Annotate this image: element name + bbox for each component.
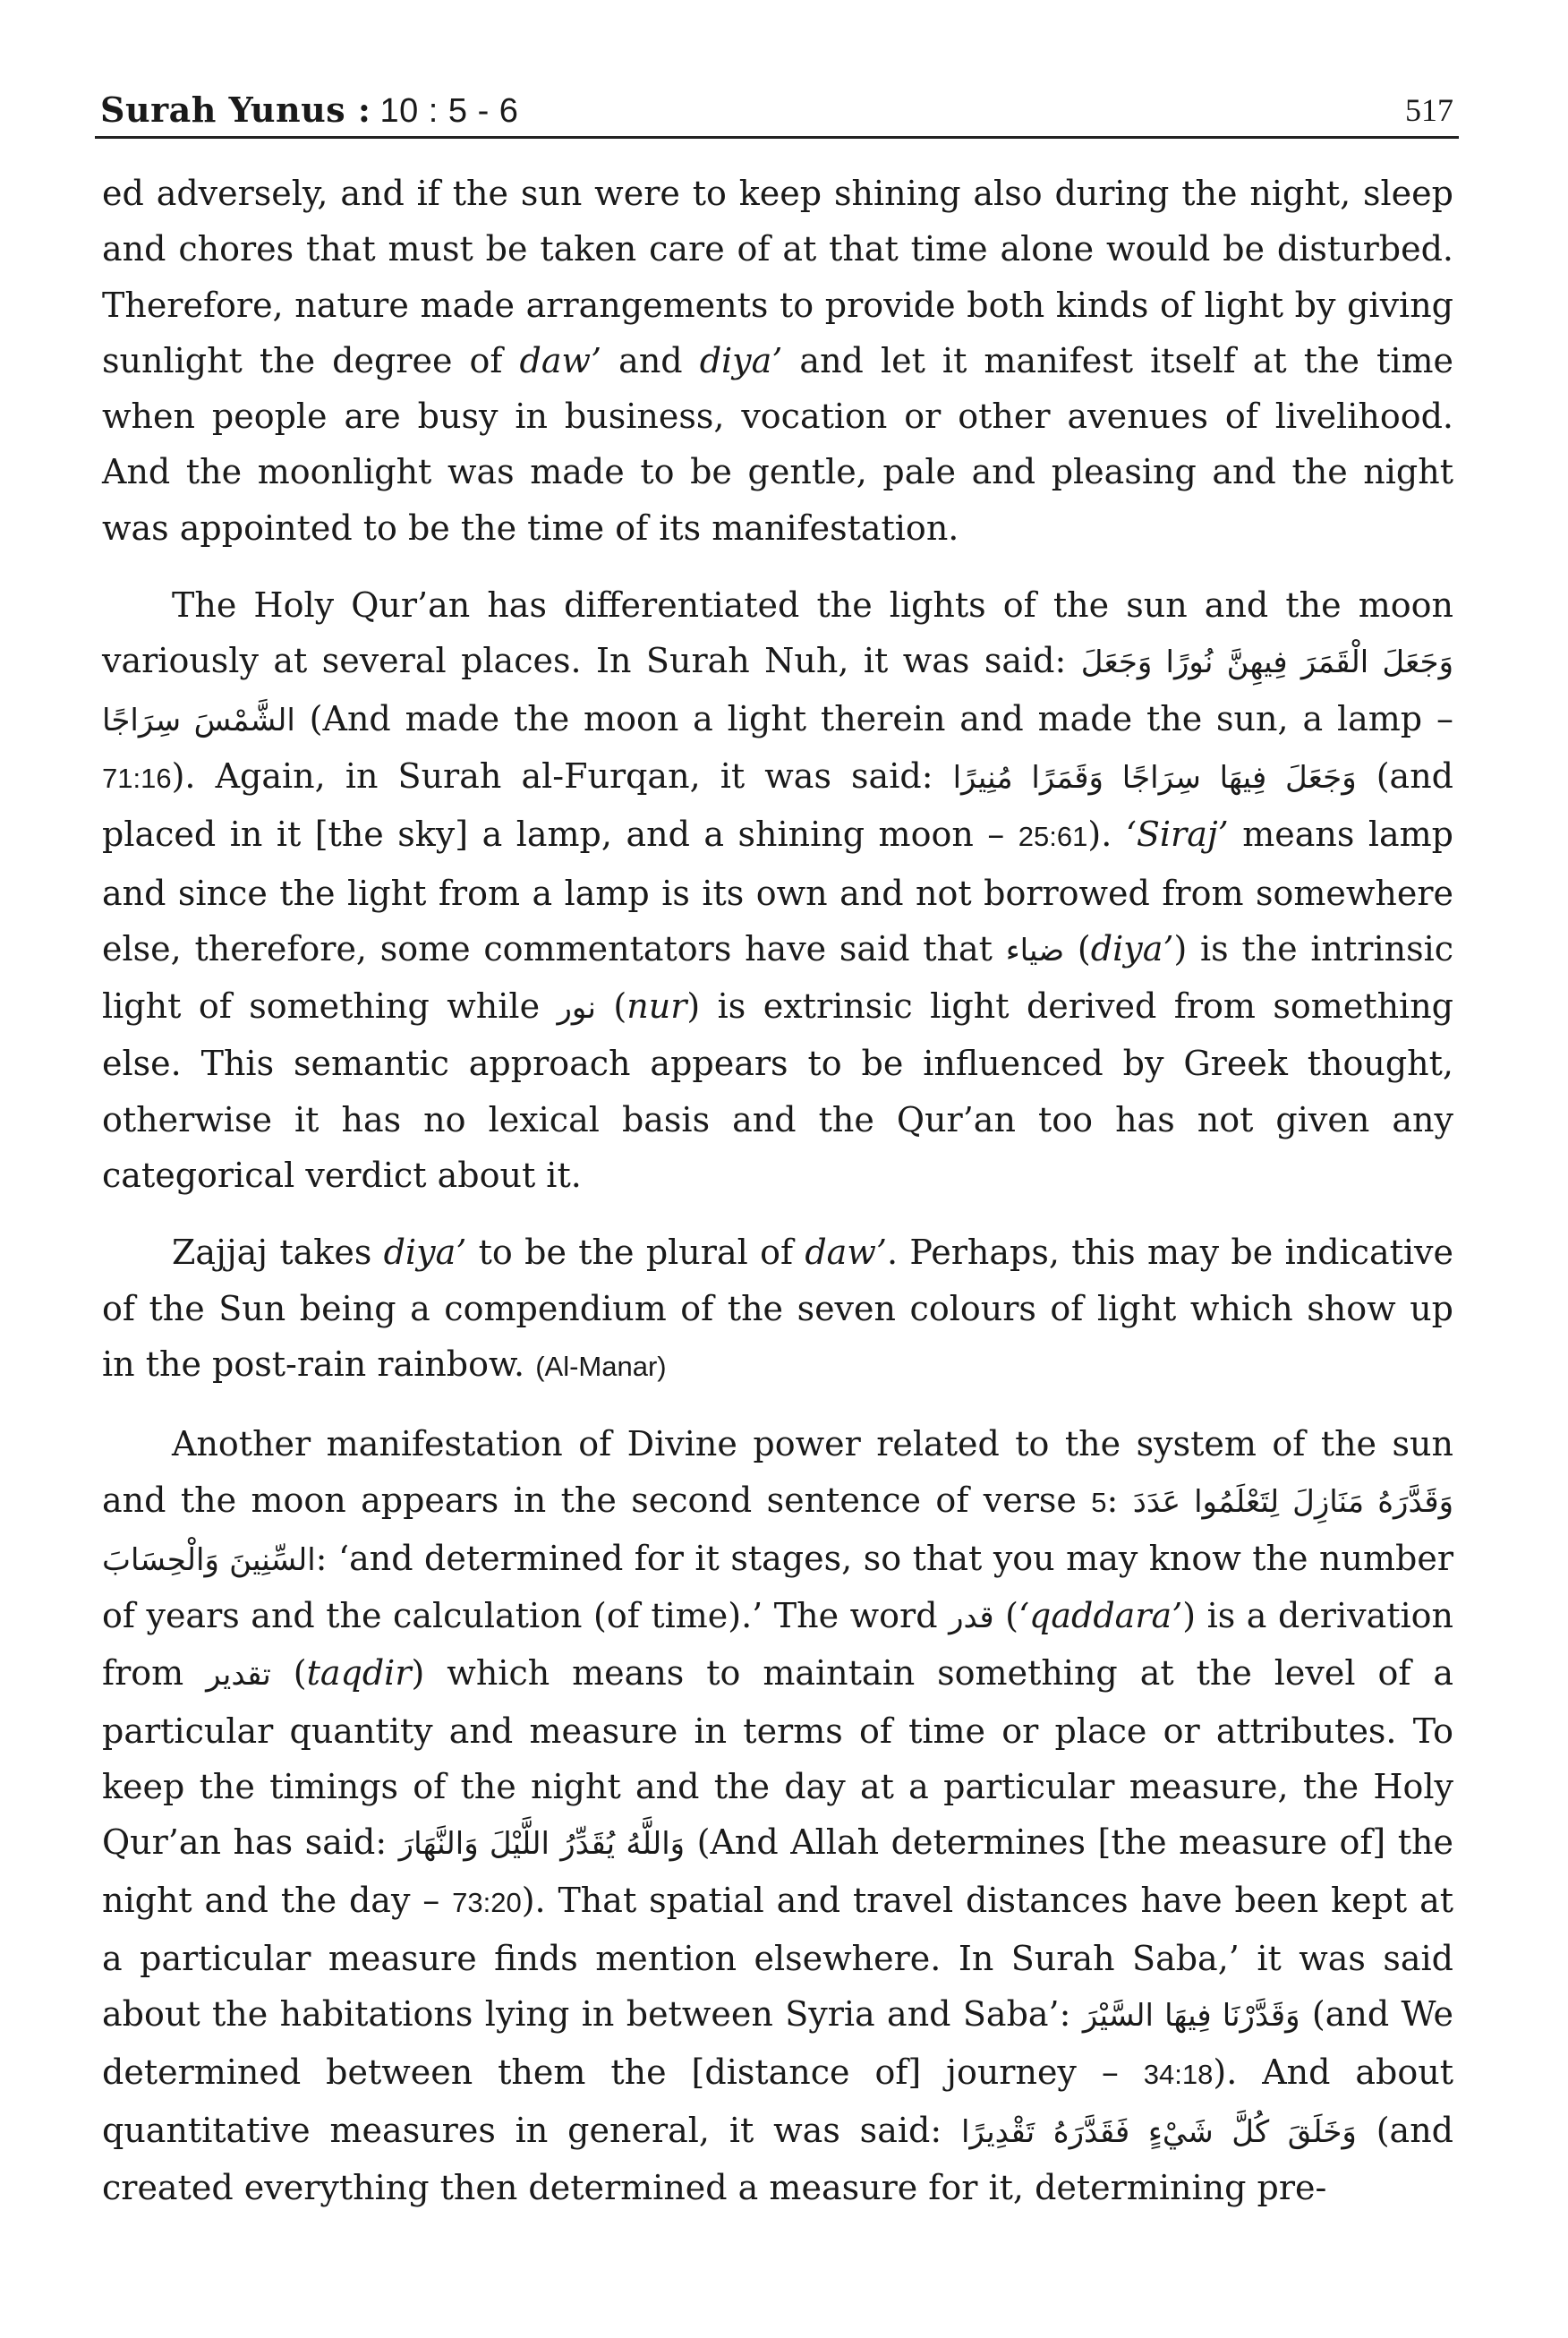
arabic-quote: وَخَلَقَ كُلَّ شَيْءٍ فَقَدَّرَهُ تَقْدِيرًا [960,2113,1357,2150]
running-header [95,73,1459,139]
arabic-quote: وَقَدَّرْنَا فِيهَا السَّيْرَ [1082,1998,1300,2035]
page-number: 517 [1405,92,1453,128]
arabic-word: قدر [949,1600,994,1636]
verse-reference: 10 : 5 - 6 [379,92,519,130]
text-run: : ‘and determined for it stages, so that you may know the number of years and the calculation (of time).’ The word [102,1538,1454,1636]
text-run: ( [1064,928,1091,968]
arabic-quote: وَجَعَلَ فِيهَا سِرَاجًا وَقَمَرًا مُنِيرًا [952,759,1357,796]
paragraph-1 [102,166,1453,556]
text-run: Another manifestation of Divine power related to the system of the sun and the moon appears in the second sentence of verse [102,1424,1453,1520]
arabic-word: ضياء [1005,932,1065,968]
text-run: ). [1087,815,1126,855]
text-run: ( [993,1596,1018,1636]
surah-name: Surah Yunus : [100,90,371,130]
term-diya: diya’ [383,1233,467,1273]
text-run: ( [270,1653,307,1694]
text-run: (And Allah determines [the measure of] the night and the day – [102,1822,1453,1920]
text-run: to be the plural of [466,1233,805,1273]
paragraph-4 [102,1416,1453,2215]
text-run: and let it manifest itself at the time when people are busy in business, vocation or other avenues of livelihood. And the moonlight was made to be gentle, pale and pleasing and the night was appointed to be the time of its manifestation. [102,340,1453,548]
body-text [102,166,1453,2215]
verse-citation: 25:61 [1018,821,1088,853]
text-run: ). That spatial and travel distances have been kept at a particular measure finds mention elsewhere. In Surah Saba,’ it was said about the habitations lying in between Syria and Saba’: [102,1880,1453,2035]
text-run: . Perhaps, this may be indicative of the Sun being a compendium of the seven colours of light which show up in the post-rain rainbow. [102,1233,1453,1384]
text-run: ). Again, in Surah al-Furqan, it was said: [171,755,953,796]
term-nur: nur [626,986,687,1027]
text-run: means lamp and since the light from a lamp is its own and not borrowed from somewhere else, therefore, some commentators have said that [102,815,1454,968]
arabic-word: نور [557,990,596,1027]
term-siraj: ‘Siraj’ [1125,815,1229,855]
header-title [100,90,518,131]
arabic-quote: وَاللَّهُ يُقَدِّرُ اللَّيْلَ وَالنَّهَارَ [398,1826,686,1863]
text-run: (and created everything then determined a measure for it, determining pre- [102,2110,1453,2208]
text-run: (and We determined between them the [distance of] journey – [102,1994,1453,2092]
term-daw: daw’ [805,1233,887,1273]
text-run: ) is the intrinsic light of something while [102,928,1454,1027]
text-run: ( [595,986,627,1027]
arabic-quote: وَجَعَلَ الْقَمَرَ فِيهِنَّ نُورًا وَجَعَلَ الشَّمْسَ سِرَاجًا [102,644,1453,738]
term-diya: diya’ [1090,928,1174,968]
text-run: : [1106,1480,1133,1520]
term-daw: daw’ [519,340,602,380]
text-run: ed adversely, and if the sun were to keep shining also during the night, sleep and chores that must be taken care of at that time alone would be disturbed. Therefore, nature made arrangements to provide both kinds of light by giving sunlight the degree of [102,174,1453,380]
paragraph-3 [102,1224,1453,1395]
arabic-word: تقدير [206,1657,271,1694]
text-run: ) is extrinsic light derived from something else. This semantic approach appears to be influenced by Greek thought, otherwise it has no lexical basis and the Qur’an too has not given any categorical verdict about it. [102,986,1453,1196]
text-run: (and placed in it [the sky] a lamp, and a shining moon – [102,755,1454,855]
text-run: ) which means to maintain something at the level of a particular quantity and measure in terms of time or place or attributes. To keep the timings of the night and the day at a particular measure, the Holy Qur’an has said: [102,1653,1453,1863]
text-run: ) is a derivation from [102,1596,1454,1694]
term-diya: diya’ [699,340,783,380]
text-run: ). And about quantitative measures in general, it was said: [102,2052,1454,2150]
verse-citation: 73:20 [452,1886,522,1918]
verse-citation: 71:16 [102,762,172,794]
arabic-quote: وَقَدَّرَهُ مَنَازِلَ لِتَعْلَمُوا عَدَدَ السِّنِينَ وَالْحِسَابَ [102,1483,1453,1578]
term-taqdir: taqdir [306,1653,412,1694]
text-run: The Holy Qur’an has differentiated the lights of the sun and the moon variously at several places. In Surah Nuh, it was said: [102,585,1453,681]
verse-number: 5 [1091,1486,1107,1518]
text-run: (And made the moon a light therein and made the sun, a lamp – [294,698,1453,738]
source-citation: (Al-Manar) [535,1350,667,1382]
text-run: and [601,340,700,380]
text-run: Zajjaj takes [172,1233,384,1273]
verse-citation: 34:18 [1143,2058,1214,2090]
term-qaddara: ‘qaddara’ [1018,1596,1183,1636]
paragraph-2 [102,577,1453,1203]
